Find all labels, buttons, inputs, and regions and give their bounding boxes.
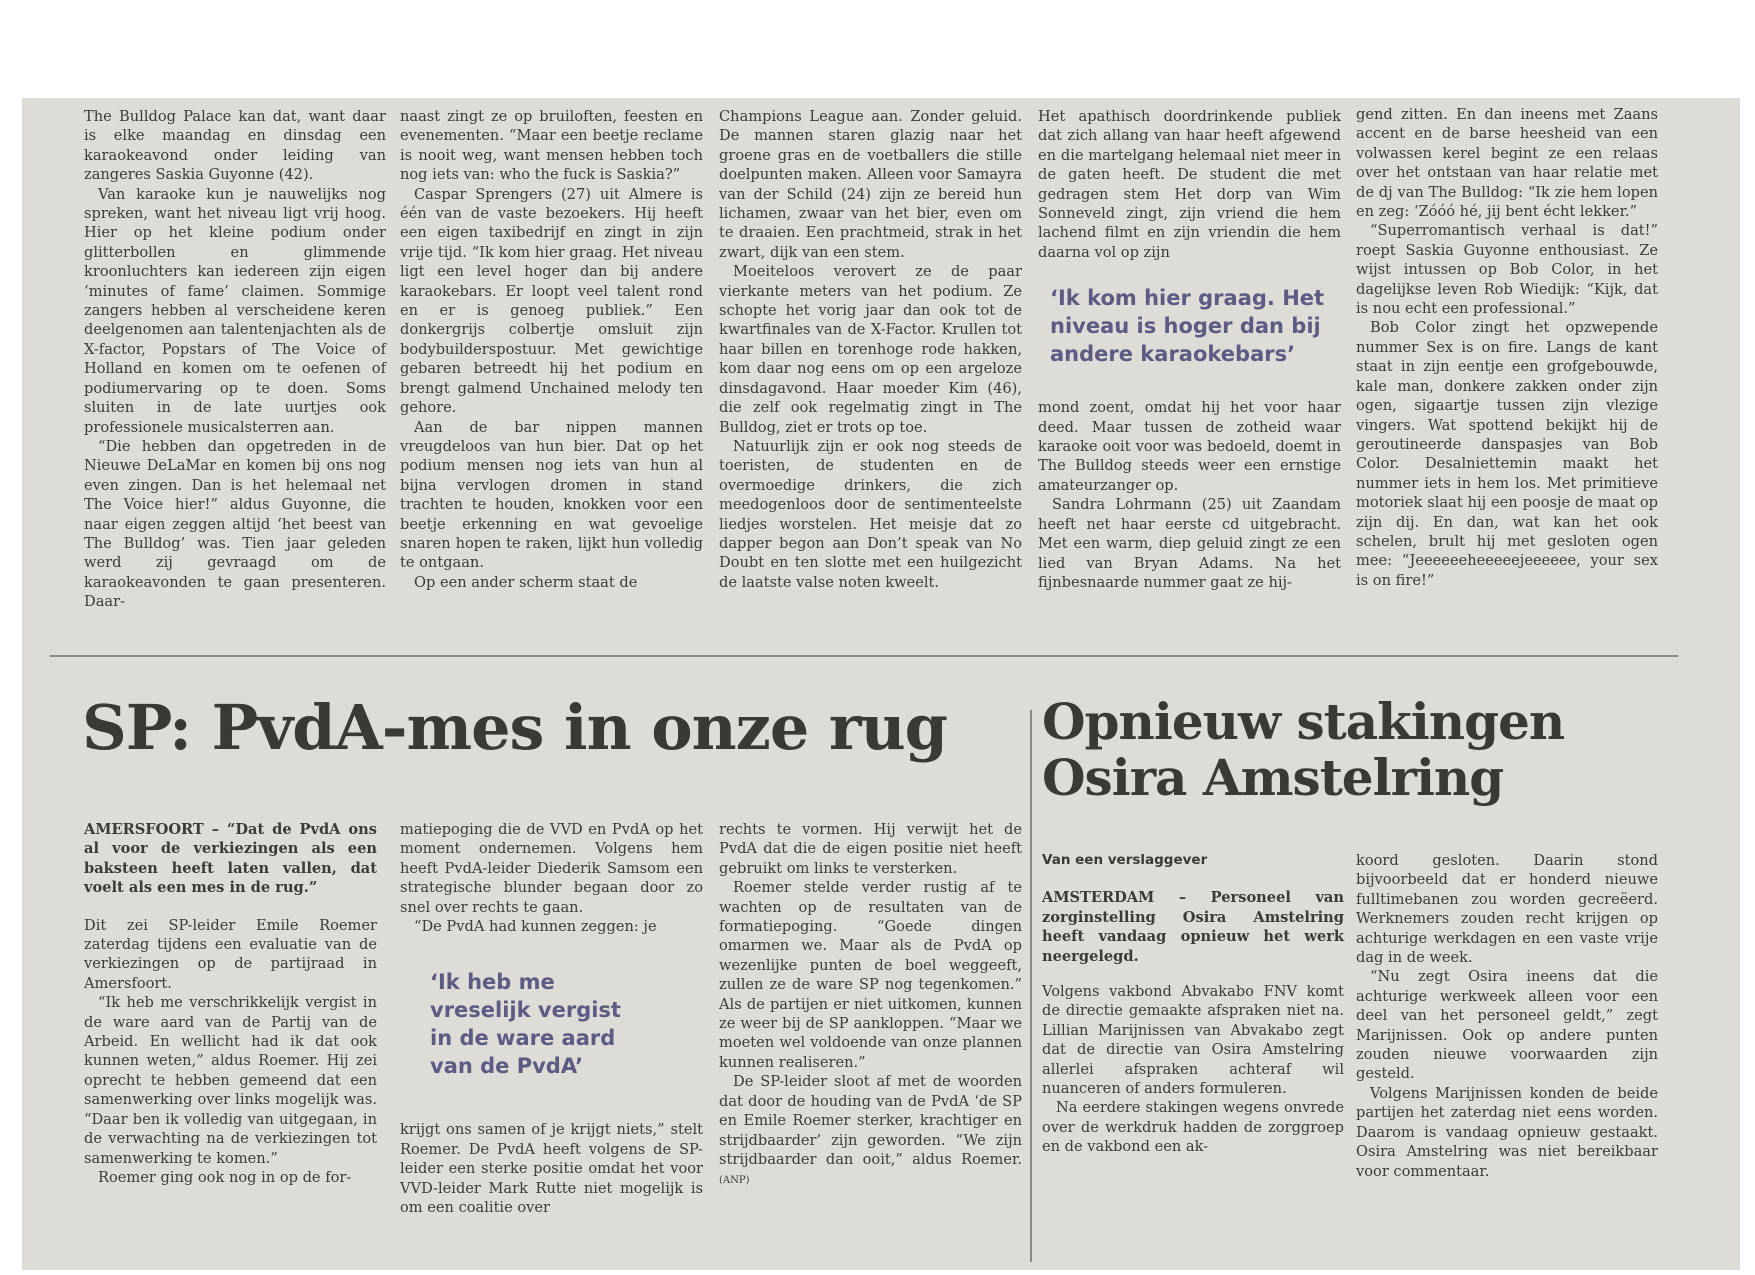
agency-credit: (ANP): [719, 1175, 750, 1187]
sp-column-2: matiepoging die de VVD en PvdA op het moment ondernemen. Volgens hem heeft PvdA-leider Diederik Samsom een strategische blunder begaan door zo snel over rechts te gaan. “De PvdA had kunnen zeggen: je ‘Ik heb me vreselijk vergist in de ware aard van de PvdA’ krijgt ons samen of je krijgt niets,” stelt Roemer. De PvdA heeft volgens de SP-leider een sterke positie omdat het voor VVD-leider Mark Rutte niet mogelijk is om een coalitie over: [400, 821, 703, 1217]
osira-byline: Van een verslaggever: [1042, 852, 1208, 868]
karaoke-column-4: Het apathisch doordrinkende publiek dat zich allang van haar heeft afgewend en die martelgang helemaal niet meer in de gaten heeft. De student die met gedragen stem Het dorp van Wim Sonneveld zingt, zijn vriend die hem lachend filmt en zijn vriendin die hem daarna vol op zijn ‘Ik kom hier graag. Het niveau is hoger dan bij andere karaokebars’ mond zoent, omdat hij het voor haar deed. Maar tussen de zotheid waar karaoke ooit voor was bedoeld, doemt in The Bulldog steeds weer een ernstige amateurzanger op. Sandra Lohrmann (25) uit Zaandam heeft net haar eerste cd uitgebracht. Met een warm, diep geluid zingt ze een lied van Bryan Adams. Na het fijnbesnaarde nummer gaat ze hij-: [1038, 108, 1341, 591]
karaoke-column-2: naast zingt ze op bruiloften, feesten en evenementen. “Maar een beetje reclame is nooit weg, want mensen hebben toch nog iets van: who the fuck is Saskia?” Caspar Sprengers (27) uit Almere is één van de vaste bezoekers. Hij heeft een eigen taxibedrijf en zingt in zijn vrije tijd. “Ik kom hier graag. Het niveau ligt een level hoger dan bij andere karaokebars. Er loopt veel talent rond en er is genoeg publiek.” Een donkergrijs colbertje omsluit zijn bodybuilderspostuur. Met gewichtige gebaren betreedt hij het podium en brengt galmend Unchained melody ten gehore. Aan de bar nippen mannen vreugdeloos van hun bier. Dat op het podium mensen nog iets van hun al bijna vervlogen dromen in stand trachten te houden, knokken voor een beetje erkenning en wat gevoelige snaren hopen te raken, lijkt hun volledig te ontgaan. Op een ander scherm staat de: [400, 108, 703, 591]
horizontal-divider: [50, 655, 1678, 657]
osira-column-1: Van een verslaggever AMSTERDAM – Personeel van zorginstelling Osira Amstelring heeft vandaag opnieuw het werk neergelegd. Volgens vakbond Abvakabo FNV komt de directie gemaakte afspraken niet na. Lillian Marijnissen van Abvakabo zegt dat de directie van Osira Amstelring allerlei afspraken achteraf wil nuanceren of anders formuleren. Na eerdere stakingen wegens onvrede over de werkdruk hadden de zorggroep en de vakbond een ak-: [1042, 852, 1344, 1156]
sp-lead: AMERSFOORT – “Dat de PvdA ons al voor de verkiezingen als een baksteen heeft laten vallen, dat voelt als een mes in de rug.”: [84, 821, 377, 897]
karaoke-column-3: Champions League aan. Zonder geluid. De mannen staren glazig naar het groene gras en de voetballers die stille doelpunten maken. Alleen voor Samayra van der Schild (24) zijn ze bereid hun lichamen, zwaar van het bier, even om te draaien. Een prachtmeid, strak in het zwart, dijk van een stem. Moeiteloos verovert ze de paar vierkante meters van het podium. Ze schopte het vorig jaar dan ook tot de kwartfinales van de X-Factor. Krullen tot haar billen en torenhoge rode hakken, kom daar nog eens om op een argeloze dinsdagavond. Haar moeder Kim (46), die zelf ook regelmatig zingt in The Bulldog, ziet er trots op toe. Natuurlijk zijn er ook nog steeds de toeristen, de studenten en de overmoedige drinkers, die zich meedogenloos door de sentimenteelste liedjes worstelen. Het meisje dat zo dapper begon aan Don’t speak van No Doubt en ten slotte met een huilgezicht de laatste valse noten kweelt.: [719, 108, 1022, 591]
sp-headline: SP: PvdA-mes in onze rug: [82, 691, 948, 764]
sp-column-1: AMERSFOORT – “Dat de PvdA ons al voor de verkiezingen als een baksteen heeft laten vallen, dat voelt als een mes in de rug.” Dit zei SP-leider Emile Roemer zaterdag tijdens een evaluatie van de verkiezingen op de partijraad in Amersfoort. “Ik heb me verschrikkelijk vergist in de ware aard van de Partij van de Arbeid. En wellicht had ik dat ook kunnen weten,” aldus Roemer. Hij zei oprecht te hebben gemeend dat een samenwerking over links mogelijk was. “Daar ben ik volledig van uitgegaan, in de verwachting na de verkiezingen tot samenwerking te komen.” Roemer ging ook nog in op de for-: [84, 821, 377, 1186]
karaoke-column-1: The Bulldog Palace kan dat, want daar is elke maandag en dinsdag een karaokeavond onder leiding van zangeres Saskia Guyonne (42). Van karaoke kun je nauwelijks nog spreken, want het niveau ligt vrij hoog. Hier op het kleine podium onder glitterbollen en glimmende kroonluchters kan iedereen zijn eigen ‘minutes of fame’ claimen. Sommige zangers hebben al verscheidene keren deelgenomen aan talentenjachten als de X-factor, Popstars of The Voice of Holland en komen om te oefenen of podiumervaring op te doen. Soms sluiten in de late uurtjes ook professionele musicalsterren aan. “Die hebben dan opgetreden in de Nieuwe DeLaMar en komen bij ons nog even zingen. Dan is het helemaal net The Voice hier!” aldus Guyonne, die naar eigen zeggen altijd ‘het beest van The Bulldog’ was. Tien jaar geleden werd zij gevraagd om de karaokeavonden te gaan presenteren. Daar-: [84, 108, 386, 611]
vertical-divider: [1030, 710, 1032, 1262]
osira-column-2: koord gesloten. Daarin stond bijvoorbeeld dat er honderd nieuwe fulltimebanen zou worden gecreëerd. Werknemers zouden recht krijgen op achturige werkdagen en een vaste vrije dag in de week. “Nu zegt Osira ineens dat die achturige werkweek alleen voor een deel van het personeel geldt,” zegt Marijnissen. Ook op andere punten zouden nieuwe voorwaarden zijn gesteld. Volgens Marijnissen konden de beide partijen het zaterdag niet eens worden. Daarom is vandaag opnieuw gestaakt. Osira Amstelring was niet bereikbaar voor commentaar.: [1356, 852, 1658, 1180]
newspaper-clipping: [22, 98, 1740, 1270]
osira-headline-line-2: Osira Amstelring: [1042, 748, 1504, 807]
osira-lead: AMSTERDAM – Personeel van zorginstelling Osira Amstelring heeft vandaag opnieuw het werk neergelegd.: [1042, 889, 1344, 965]
karaoke-pull-quote: ‘Ik kom hier graag. Het niveau is hoger dan bij andere karaokebars’: [1050, 286, 1325, 367]
sp-column-3: rechts te vormen. Hij verwijt het de PvdA dat die de eigen positie niet heeft gebruikt om links te versterken. Roemer stelde verder rustig af te wachten op de resultaten van de formatiepoging. “Goede dingen omarmen we. Maar als de PvdA op wezenlijke punten de boel weggeeft, zullen ze de ware SP nog tegenkomen.” Als de partijen er niet uitkomen, kunnen ze weer bij de SP aankloppen. “Maar we moeten wel voldoende van onze plannen kunnen realiseren.” De SP-leider sloot af met de woorden dat door de houding van de PvdA ‘de SP en Emile Roemer sterker, krachtiger en strijdbaarder’ zijn geworden. “We zijn strijdbaarder dan ooit,” aldus Roemer. (ANP): [719, 821, 1022, 1187]
osira-headline-line-1: Opnieuw stakingen: [1042, 692, 1565, 751]
karaoke-column-5: gend zitten. En dan ineens met Zaans accent en de barse heesheid van een volwassen kerel begint ze een relaas over het ontstaan van haar relatie met de dj van The Bulldog: “Ik zie hem lopen en zeg: ‘Zóóó hé, jij bent écht lekker.” “Superromantisch verhaal is dat!” roept Saskia Guyonne enthousiast. Ze wijst intussen op Bob Color, in het dagelijkse leven Rob Wiedijk: “Kijk, dat is nou echt een professional.” Bob Color zingt het opzwepende nummer Sex is on fire. Langs de kant staat in zijn eentje een grofgebouwde, kale man, donkere zakken onder zijn ogen, sigaartje tussen zijn vlezige vingers. Wat spottend bekijkt hij de geroutineerde danspasjes van Bob Color. Desalniettemin maakt het nummer iets in hem los. Met primitieve motoriek slaat hij een poosje de maat op zijn dij. En dan, wat kan het ook schelen, brult hij met gesloten ogen mee: “Jeeeeeeheeeeejeeeeee, your sex is on fire!”: [1356, 106, 1658, 589]
sp-pull-quote: ‘Ik heb me vreselijk vergist in de ware aard van de PvdA’: [430, 970, 621, 1079]
